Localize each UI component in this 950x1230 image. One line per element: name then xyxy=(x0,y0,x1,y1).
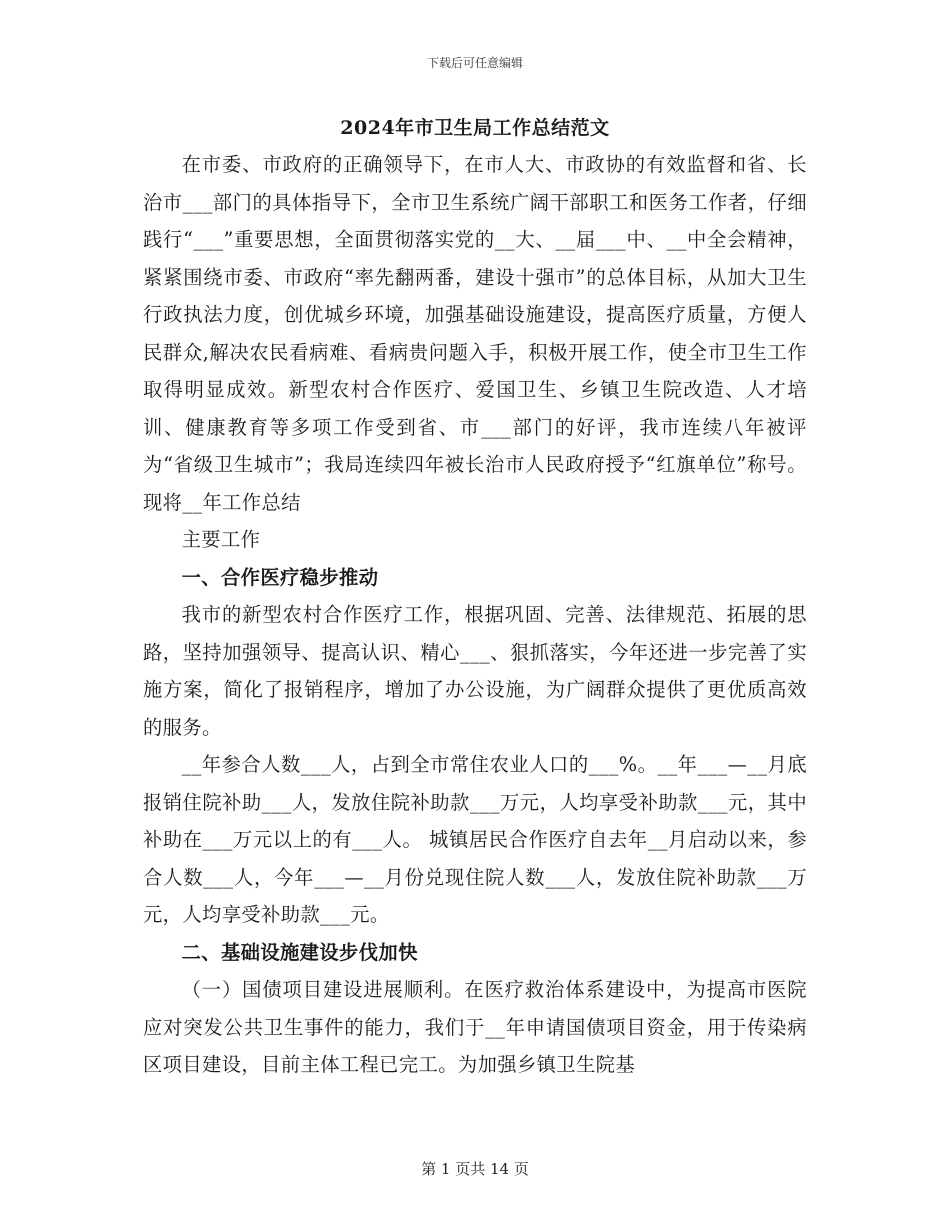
section-heading-2: 二、基础设施建设步伐加快 xyxy=(181,940,418,964)
paragraph-infrastructure: （一）国债项目建设进展顺利。在医疗救治体系建设中，为提高市医院应对突发公共卫生事件的能力，我们于__年申请国债项目资金，用于传染病区项目建设，目前主体工程已完工。为加强乡镇卫生院基 xyxy=(143,978,807,1076)
paragraph-cooperative-medical: 我市的新型农村合作医疗工作，根据巩固、完善、法律规范、拓展的思路，坚持加强领导、提高认识、精心___、狠抓落实，今年还进一步完善了实施方案，简化了报销程序，增加了办公设施，为广阔群众提供了更优质高效的服务。 xyxy=(143,603,807,739)
page-footer: 第 1 页共 14 页 xyxy=(421,1160,529,1178)
document-body xyxy=(143,110,807,1084)
document-title: 2024年市卫生局工作总结范文 xyxy=(340,117,610,139)
paragraph-statistics: __年参合人数___人，占到全市常住农业人口的___%。__年___—__月底报销住院补助___人，发放住院补助款___万元，人均享受补助款___元，其中补助在___万元以上的有___人。 城镇居民合作医疗自去年__月启动以来，参合人数___人，今年___—__月份兑现住院人数___人，发放住院补助款___万元，人均享受补助款___元。 xyxy=(143,753,807,926)
page-header-note: 下载后可任意编辑 xyxy=(426,56,523,70)
section-heading-1: 一、合作医疗稳步推动 xyxy=(181,565,379,589)
paragraph-intro: 在市委、市政府的正确领导下，在市人大、市政协的有效监督和省、长治市___部门的具体指导下，全市卫生系统广阔干部职工和医务工作者，仔细践行“___”重要思想，全面贯彻落实党的__大、__届___中、__中全会精神，紧紧围绕市委、市政府“率先翻两番，建设十强市”的总体目标，从加大卫生行政执法力度，创优城乡环境，加强基础设施建设，提高医疗质量，方便人民群众,解决农民看病难、看病贵问题入手，积极开展工作，使全市卫生工作取得明显成效。新型农村合作医疗、爱国卫生、乡镇卫生院改造、人才培训、健康教育等多项工作受到省、市___部门的好评，我市连续八年被评为“省级卫生城市”；我局连续四年被长治市人民政府授予“红旗单位”称号。现将__年工作总结 xyxy=(143,153,807,514)
paragraph-main-work: 主要工作 xyxy=(181,528,261,551)
